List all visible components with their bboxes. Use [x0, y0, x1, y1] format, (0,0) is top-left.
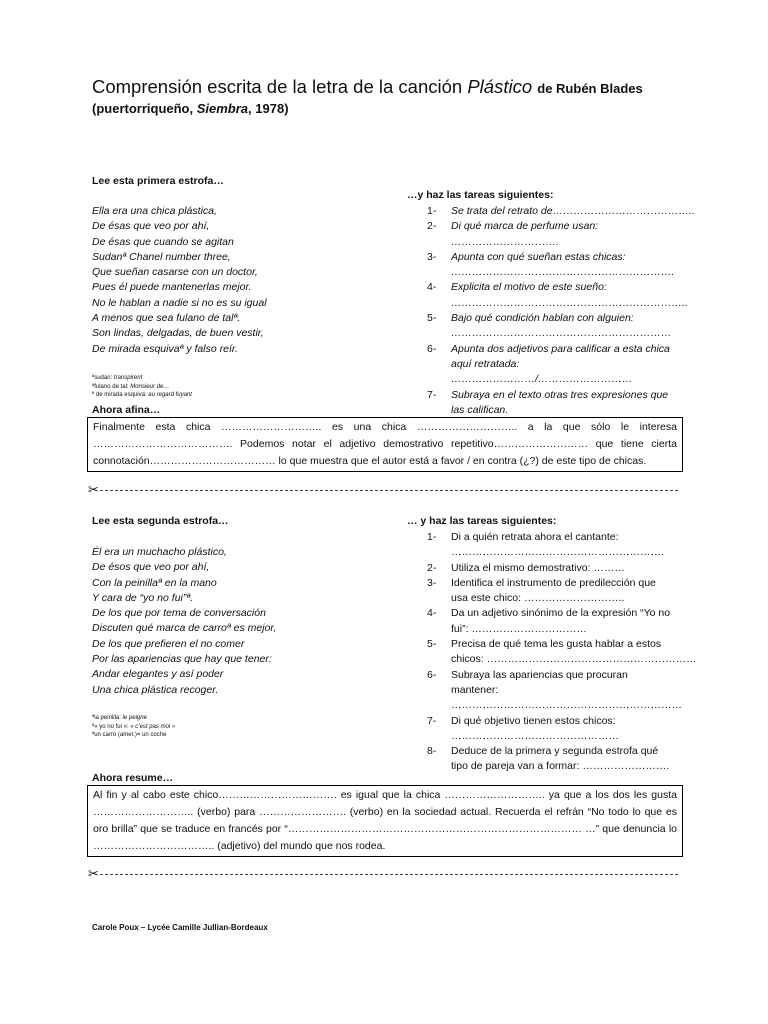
page-title — [92, 76, 643, 98]
task-text: ………………………………………………………….. — [451, 296, 688, 309]
task-item — [413, 403, 703, 418]
task-text: ………………………………………………………. — [451, 266, 675, 279]
poem-line: Con la peinillaª en la mano — [92, 576, 217, 589]
task-text: aquí retratada: ……………………/……………………… — [451, 357, 633, 386]
task-text: ……………………………………………………. — [451, 546, 664, 559]
footnote-definition: « c’est pas moi » — [130, 723, 176, 730]
cut-line-1 — [88, 483, 678, 497]
footer-credit: Carole Poux – Lycée Camille Jullian-Bordeaux — [92, 923, 268, 932]
title-author: de Rubén Blades — [537, 81, 643, 96]
poem-line: Sudanª Chanel number three, — [92, 250, 231, 263]
task-text: usa este chico: ……………………….. — [451, 592, 625, 605]
task-text: mantener: ………………………………………………………… — [451, 683, 682, 712]
summary-heading: Ahora resume… — [92, 772, 174, 784]
task-item — [413, 744, 703, 759]
section2-heading: Lee esta segunda estrofa… — [92, 515, 229, 527]
poem-line: De ésas que veo por ahí, — [92, 220, 210, 233]
poem-line: Y cara de “yo no fui”ª. — [92, 591, 194, 604]
task-number: 6- — [427, 668, 437, 681]
footnote — [92, 391, 192, 400]
task-item — [413, 250, 703, 265]
task-number: 2- — [427, 220, 437, 233]
footnote-definition: Monsieur de… — [130, 383, 170, 390]
subtitle-close: , 1978) — [248, 101, 289, 116]
task-text: las califican. — [451, 403, 509, 416]
poem-line: Que sueñan casarse con un doctor, — [92, 266, 258, 279]
task-item — [413, 204, 703, 219]
page-subtitle — [92, 101, 289, 116]
task-number: 2- — [427, 561, 437, 574]
task-text: ……………………………………………………… — [451, 327, 672, 340]
poem-line: Él era un muchacho plástico, — [92, 546, 227, 558]
task-text: Di qué objetivo tienen estos chicos: — [451, 714, 616, 727]
task-text: Precisa de qué tema les gusta hablar a estos — [451, 638, 662, 651]
section1-heading: Lee esta primera estrofa… — [92, 175, 224, 187]
poem-line: A menos que sea fulano de talª. — [92, 312, 241, 325]
task-text: …………………………. — [451, 235, 559, 248]
footnote — [92, 714, 175, 723]
task-item — [413, 606, 703, 621]
poem-line: De mirada esquivaª y falso reír. — [92, 342, 238, 355]
task-text: ………………………………………… — [451, 729, 619, 742]
refine-box[interactable] — [87, 417, 683, 472]
task-number: 7- — [427, 714, 437, 727]
poem-line: De los que prefieren el no comer — [92, 637, 245, 650]
subtitle-album: Siembra — [196, 101, 249, 116]
task-item — [413, 545, 703, 560]
task-item — [413, 729, 703, 744]
summary-box[interactable] — [87, 785, 683, 857]
footnote-term: ªsudan: — [92, 375, 113, 381]
task-item — [413, 576, 703, 591]
task-item — [413, 759, 703, 774]
task-item — [413, 342, 703, 357]
task-item — [413, 591, 703, 606]
task-item — [413, 265, 703, 280]
task-item — [413, 311, 703, 326]
section2-task-list — [413, 530, 703, 775]
task-number: 7- — [427, 388, 437, 401]
task-item — [413, 652, 703, 667]
poem-line: Una chica plástica recoger. — [92, 683, 219, 696]
task-number: 5- — [427, 638, 437, 651]
refine-heading: Ahora afina… — [92, 404, 161, 416]
cut-line-2 — [88, 867, 678, 881]
title-main: Comprensión escrita de la letra de la canción — [92, 76, 463, 97]
footnote-definition: au regard fuyant — [148, 392, 192, 398]
task-number: 3- — [427, 250, 437, 263]
task-text: Subraya en el texto otras tres expresiones que — [451, 388, 669, 401]
poem-line: De ésos que veo por ahí, — [92, 561, 210, 574]
section2-tasks-heading: … y haz las tareas siguientes: — [407, 515, 557, 527]
refine-text: Finalmente esta chica ……………………….. es una chica ……………………….. a la que sólo le interesa …………………………………. Podemos notar el adjetivo demostrativo repetitivo……………………… que tiene cierta connotación……………………………… lo que muestra que el autor está a favor / en contra (¿?) de este tipo de chicas. — [93, 421, 677, 467]
task-number: 8- — [427, 745, 437, 758]
scissors-icon: ✂ — [88, 867, 99, 881]
footnote-term: ª« yo no fui »: — [92, 723, 129, 730]
section1-poem — [92, 204, 267, 357]
section1-footnotes — [92, 374, 192, 400]
task-text: Apunta dos adjetivos para calificar a esta chica — [451, 342, 670, 355]
task-text: Da un adjetivo sinónimo de la expresión “Yo no — [451, 607, 671, 620]
poem-line: Son lindas, delgadas, de buen vestir, — [92, 327, 264, 340]
dashed-divider — [100, 490, 678, 491]
task-number: 1- — [427, 205, 437, 217]
poem-line: Pues él puede mantenerlas mejor. — [92, 281, 252, 294]
task-text: Utiliza el mismo demostrativo: ……… — [451, 561, 625, 574]
section2-footnotes — [92, 714, 175, 740]
task-text: chicos: …………………………………………………… — [451, 653, 697, 666]
task-item — [413, 622, 703, 637]
task-text: fui”: …………………………… — [451, 622, 587, 635]
poem-line: De los que por tema de conversación — [92, 607, 266, 620]
section1-task-list — [413, 204, 703, 418]
task-item — [413, 714, 703, 729]
task-number: 5- — [427, 312, 437, 325]
poem-line: Discuten qué marca de carroª es mejor, — [92, 622, 277, 635]
footnote-term: ªfulano de tal: — [92, 383, 129, 390]
poem-line: Por las apariencias que hay que tener: — [92, 653, 272, 666]
task-item — [413, 326, 703, 341]
task-item — [413, 280, 703, 295]
section1-tasks-heading: …y haz las tareas siguientes: — [407, 189, 554, 201]
task-number: 3- — [427, 576, 437, 589]
task-text: Se trata del retrato de………………………………….. — [451, 205, 695, 217]
section2-poem — [92, 545, 276, 698]
task-item — [413, 530, 703, 545]
footnote — [92, 723, 175, 732]
task-number: 6- — [427, 342, 437, 355]
scissors-icon: ✂ — [88, 483, 99, 497]
footnote-term: ªun carro (amer.)= un coche — [92, 732, 167, 738]
footnote-definition: le peigne — [122, 715, 147, 721]
task-item — [413, 561, 703, 576]
task-number: 4- — [427, 281, 437, 294]
footnote — [92, 374, 192, 383]
poem-line: De ésas que cuando se agitan — [92, 235, 234, 248]
footnote — [92, 731, 175, 740]
footnote-definition: transpirent — [113, 375, 143, 381]
task-number: 4- — [427, 607, 437, 620]
poem-line: No le hablan a nadie si no es su igual — [92, 296, 267, 309]
footnote-term: ªla peinilla: — [92, 715, 121, 721]
task-text: Bajo qué condición hablan con alguien: — [451, 312, 634, 325]
footnote — [92, 383, 192, 392]
task-item — [413, 357, 703, 388]
dashed-divider — [100, 874, 678, 875]
task-number: 1- — [427, 531, 437, 543]
task-item — [413, 235, 703, 250]
task-item — [413, 668, 703, 683]
footnote-term: ª de mirada esquiva: — [92, 392, 147, 398]
task-item — [413, 219, 703, 234]
task-item — [413, 388, 703, 403]
task-text: Explicita el motivo de este sueño: — [451, 281, 607, 294]
task-text: Di qué marca de perfume usan: — [451, 220, 599, 233]
task-item — [413, 637, 703, 652]
subtitle-open: (puertorriqueño, — [92, 101, 194, 116]
task-text: Deduce de la primera y segunda estrofa qué — [451, 745, 659, 758]
task-item — [413, 683, 703, 714]
task-text: Apunta con qué sueñan estas chicas: — [451, 250, 626, 263]
title-song: Plástico — [467, 76, 533, 97]
task-text: Subraya las apariencias que procuran — [451, 668, 628, 681]
poem-line: Andar elegantes y así poder — [92, 668, 224, 681]
task-text: Di a quién retrata ahora el cantante: — [451, 531, 619, 543]
task-text: Identifica el instrumento de predilección que — [451, 576, 656, 589]
task-text: tipo de pareja van a formar: ……………………. — [451, 760, 670, 773]
poem-line: Ella era una chica plástica, — [92, 205, 217, 217]
task-item — [413, 296, 703, 311]
summary-text: Al fin y al cabo este chico……………………………. es igual que la chica ……………………….. ya que a los dos les gusta ……………………….. (verbo) para ……………………. (verbo) en la sociedad actual. Recuerda el refrán “No todo lo que es oro brilla” que se traduce en francés por “………………………………………………………………………… …” que denuncia lo …………………………….. (adjetivo) del mundo que nos rodea. — [93, 789, 677, 852]
